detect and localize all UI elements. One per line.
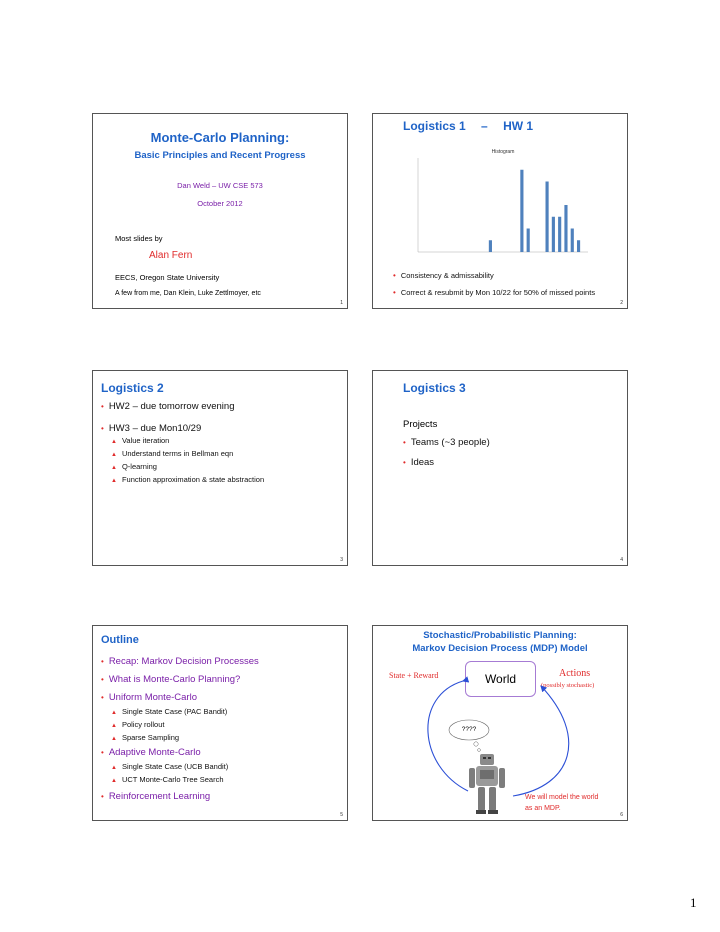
title-right: HW 1	[503, 119, 534, 133]
note-line-1: We will model the world	[525, 794, 599, 801]
action-arrow	[513, 686, 569, 796]
bullet-text: Ideas	[410, 457, 435, 468]
bullet-icon: •	[393, 288, 396, 297]
triangle-icon: ▲	[111, 765, 117, 771]
sub-item-4	[111, 475, 264, 484]
thought-text: ????	[461, 726, 477, 733]
slide-number: 1	[340, 300, 343, 306]
slide-5	[92, 625, 348, 821]
bullet-1	[101, 656, 259, 667]
sub-text: Understand terms in Bellman eqn	[121, 449, 234, 458]
author: Dan Weld – UW CSE 573	[177, 181, 263, 190]
bullet-text: Recap: Markov Decision Processes	[108, 656, 259, 667]
world-box: World	[465, 661, 536, 697]
bullet-2	[403, 457, 434, 468]
sub-text: Function approximation & state abstraction	[121, 475, 265, 484]
slide-1	[92, 113, 348, 309]
affiliation: EECS, Oregon State University	[115, 273, 220, 282]
sub-item-1	[111, 436, 169, 445]
histogram-bar	[571, 229, 574, 253]
bullet-icon: •	[101, 675, 104, 684]
slide-2	[372, 113, 628, 309]
bullet-text: Correct & resubmit by Mon 10/22 for 50% of missed points	[400, 288, 596, 297]
slide-number: 6	[620, 812, 623, 818]
bullet-icon: •	[101, 748, 104, 757]
bullet-icon: •	[101, 792, 104, 801]
robot-icon	[469, 754, 505, 814]
bullet-text: Consistency & admissability	[400, 271, 494, 280]
bullet-text: Teams (~3 people)	[410, 437, 490, 448]
histogram-bar	[558, 217, 561, 252]
slide-title: Monte-Carlo Planning:	[150, 130, 290, 145]
slide-title: Logistics 3	[403, 381, 466, 395]
slide-title: Logistics 2	[101, 381, 164, 395]
histogram-bar	[489, 240, 492, 252]
mdp-diagram	[373, 626, 629, 822]
slide-title	[403, 119, 533, 133]
histogram-bar	[564, 205, 567, 252]
bullet-1	[393, 271, 494, 280]
triangle-icon: ▲	[111, 778, 117, 784]
bullet-icon: •	[101, 402, 104, 411]
slide-number: 2	[620, 300, 623, 306]
bullet-icon: •	[403, 458, 406, 467]
stochastic-label: (possibly stochastic)	[541, 682, 595, 689]
triangle-icon: ▲	[111, 736, 117, 742]
bullet-text: Adaptive Monte-Carlo	[108, 747, 201, 758]
bullet-text: HW3 – due Mon10/29	[108, 423, 202, 434]
projects-label: Projects	[403, 419, 438, 430]
triangle-icon: ▲	[111, 465, 117, 471]
slide-subtitle: Basic Principles and Recent Progress	[134, 150, 306, 161]
slide-title: Outline	[101, 634, 139, 646]
sub-text: Policy rollout	[121, 720, 165, 729]
note-line-2: as an MDP.	[525, 805, 561, 812]
histogram-bar	[552, 217, 555, 252]
slide-6	[372, 625, 628, 821]
histogram-bar	[577, 240, 580, 252]
bullet-1	[101, 401, 234, 412]
bullet-text: What is Monte-Carlo Planning?	[108, 674, 241, 685]
bullet-5	[101, 791, 210, 802]
bullet-2	[101, 423, 201, 434]
triangle-icon: ▲	[111, 452, 117, 458]
page-number: 1	[690, 895, 697, 910]
slide-title-line-1: Stochastic/Probabilistic Planning:	[423, 630, 577, 641]
slide-number: 3	[340, 557, 343, 563]
sub-item	[111, 707, 227, 716]
sub-text: Q-learning	[121, 462, 157, 471]
bullet-text: HW2 – due tomorrow evening	[108, 401, 235, 412]
bullet-2	[393, 288, 595, 297]
presenter-name: Alan Fern	[149, 250, 193, 261]
histogram-bar	[546, 182, 549, 253]
sub-item-3	[111, 462, 157, 471]
slide-4	[372, 370, 628, 566]
bullet-1	[403, 437, 490, 448]
triangle-icon: ▲	[111, 710, 117, 716]
bullet-4	[101, 747, 201, 758]
slide-title-line-2: Markov Decision Process (MDP) Model	[412, 643, 588, 654]
date: October 2012	[197, 199, 243, 208]
triangle-icon: ▲	[111, 478, 117, 484]
sub-item	[111, 733, 179, 742]
thought-bubble-icon	[449, 720, 489, 751]
title-left: Logistics 1	[403, 119, 466, 133]
bullet-icon: •	[101, 657, 104, 666]
slide-number: 4	[620, 557, 623, 563]
sub-item	[111, 762, 228, 771]
bullet-icon: •	[101, 693, 104, 702]
slide-number: 5	[340, 812, 343, 818]
sub-text: Single State Case (UCB Bandit)	[121, 762, 229, 771]
actions-label: Actions	[559, 668, 591, 679]
state-reward-label: State + Reward	[389, 671, 439, 680]
histogram-bar	[527, 229, 530, 253]
sub-item-2	[111, 449, 233, 458]
bullet-icon: •	[101, 424, 104, 433]
bullet-2	[101, 674, 240, 685]
sub-item	[111, 720, 164, 729]
title-dash: –	[481, 119, 488, 133]
credits: A few from me, Dan Klein, Luke Zettlmoyer, etc	[115, 290, 261, 297]
chart-title: Histogram	[491, 149, 515, 155]
histogram-bar	[520, 170, 523, 252]
histogram-chart	[403, 144, 603, 262]
slide-3	[92, 370, 348, 566]
sub-text: UCT Monte-Carlo Tree Search	[121, 775, 224, 784]
bullet-3	[101, 692, 197, 703]
bullet-icon: •	[403, 438, 406, 447]
bullet-text: Uniform Monte-Carlo	[108, 692, 197, 703]
triangle-icon: ▲	[111, 439, 117, 445]
most-slides-label: Most slides by	[115, 234, 163, 243]
sub-text: Single State Case (PAC Bandit)	[121, 707, 228, 716]
bullet-icon: •	[393, 271, 396, 280]
sub-text: Value iteration	[121, 436, 170, 445]
sub-text: Sparse Sampling	[121, 733, 180, 742]
triangle-icon: ▲	[111, 723, 117, 729]
bullet-text: Reinforcement Learning	[108, 791, 211, 802]
sub-item	[111, 775, 224, 784]
